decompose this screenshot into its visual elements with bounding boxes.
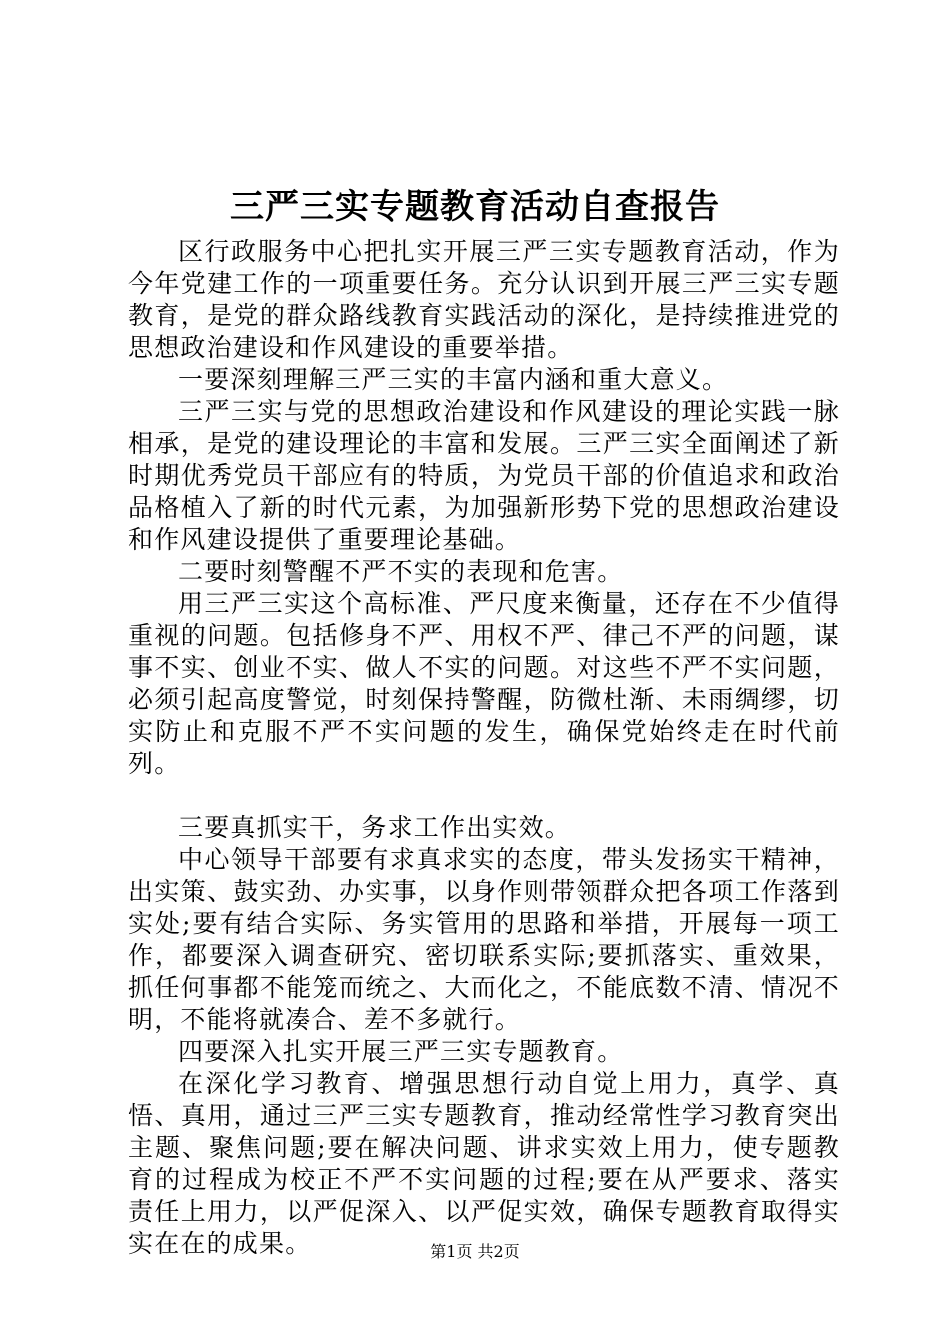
paragraph-point-four: 在深化学习教育、增强思想行动自觉上用力，真学、真悟、真用，通过三严三实专题教育，推动经常性学习教育突出主题、聚焦问题;要在解决问题、讲求实效上用力，使专题教育的过程成为校正不严不实问题的过程;要在从严要求、落实责任上用力，以严促深入、以严促实效，确保专题教育取得实实在在的成果。	[128, 1069, 840, 1258]
heading-point-four: 四要深入扎实开展三严三实专题教育。	[178, 1037, 624, 1066]
heading-point-one: 一要深刻理解三严三实的丰富内涵和重大意义。	[178, 365, 729, 394]
page-number-footer: 第1页 共2页	[430, 1242, 520, 1261]
paragraph-point-two: 用三严三实这个高标准、严尺度来衡量，还存在不少值得重视的问题。包括修身不严、用权不严、律己不严的问题，谋事不实、创业不实、做人不实的问题。对这些不严不实问题，必须引起高度警觉，时刻保持警醒，防微杜渐、未雨绸缪，切实防止和克服不严不实问题的发生，确保党始终走在时代前列。	[128, 589, 840, 778]
heading-point-two: 二要时刻警醒不严不实的表现和危害。	[178, 557, 624, 586]
paragraph-point-one: 三严三实与党的思想政治建设和作风建设的理论实践一脉相承，是党的建设理论的丰富和发展。三严三实全面阐述了新时期优秀党员干部应有的特质，为党员干部的价值追求和政治品格植入了新的时代元素，为加强新形势下党的思想政治建设和作风建设提供了重要理论基础。	[128, 397, 840, 554]
document-title: 三严三实专题教育活动自查报告	[230, 187, 720, 227]
document-body	[128, 236, 840, 1260]
paragraph-intro: 区行政服务中心把扎实开展三严三实专题教育活动，作为今年党建工作的一项重要任务。充分认识到开展三严三实专题教育，是党的群众路线教育实践活动的深化，是持续推进党的思想政治建设和作风建设的重要举措。	[128, 237, 840, 362]
paragraph-point-three: 中心领导干部要有求真求实的态度，带头发扬实干精神，出实策、鼓实劲、办实事，以身作则带领群众把各项工作落到实处;要有结合实际、务实管用的思路和举措，开展每一项工作，都要深入调查研究、密切联系实际;要抓落实、重效果，抓任何事都不能笼而统之、大而化之，不能底数不清、情况不明，不能将就凑合、差不多就行。	[128, 845, 840, 1034]
heading-point-three: 三要真抓实干，务求工作出实效。	[178, 813, 572, 842]
